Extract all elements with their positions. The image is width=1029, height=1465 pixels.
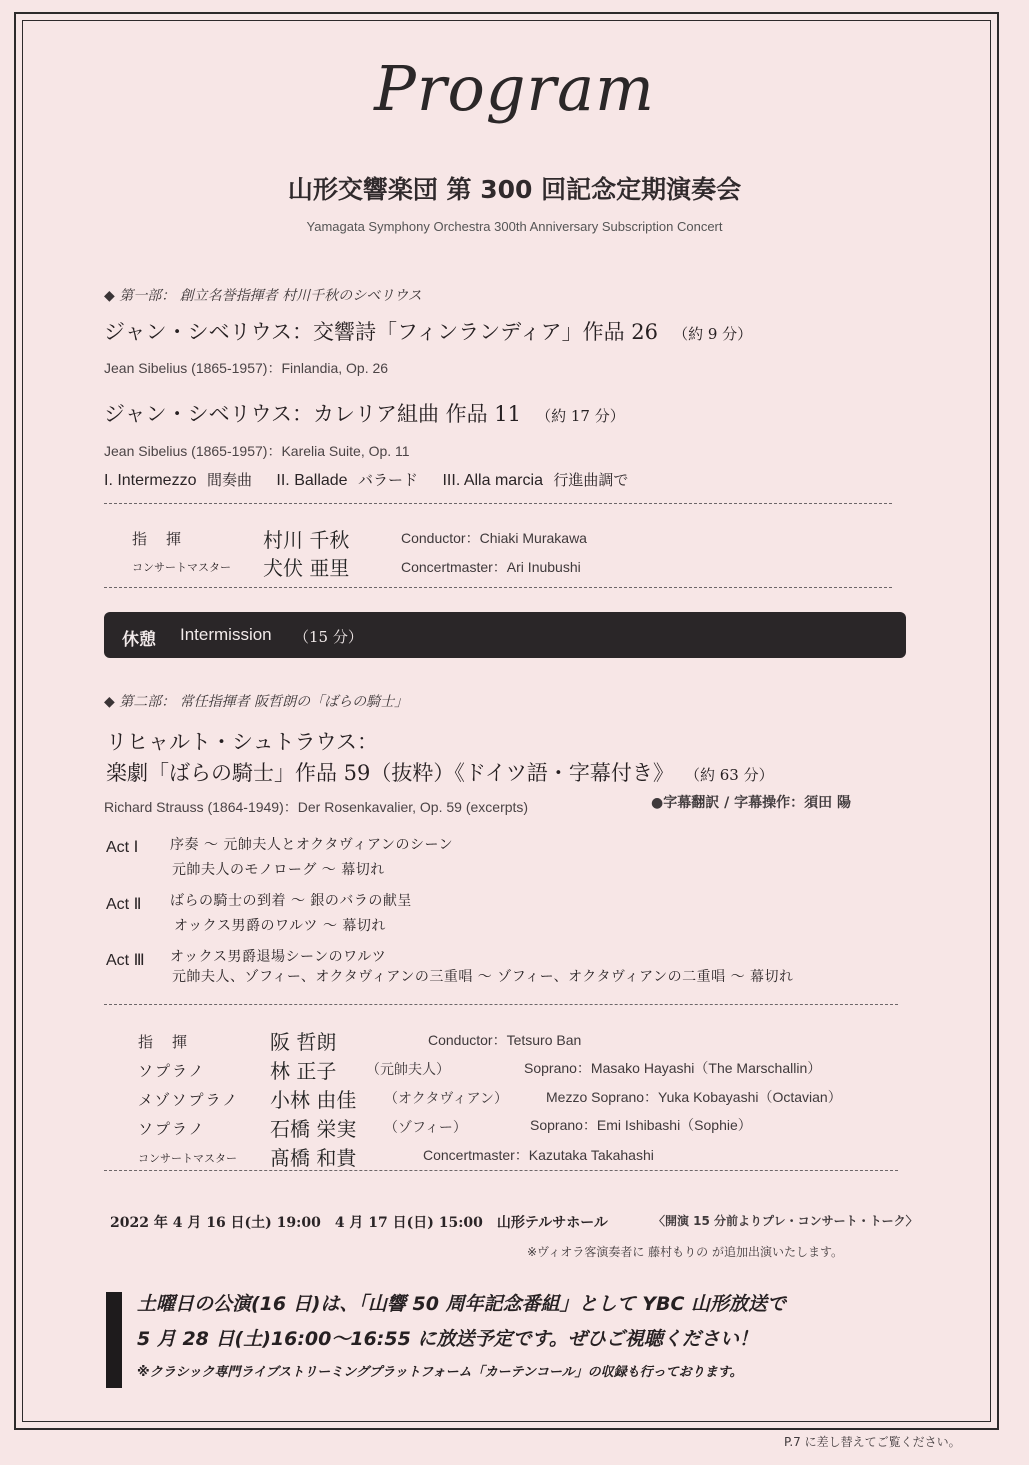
part2-work [106,757,774,787]
pre-talk-note: 〈開演 15 分前よりプレ・コンサート・トーク〉 [653,1214,918,1228]
schedule-line: 2022 年 4 月 16 日(土) 19:00 4 月 17 日(日) 15:00 山形テルサホール [110,1215,608,1231]
movement-jp: 行進曲調で [553,471,629,489]
performer-english: Conductor：Chiaki Murakawa [401,530,587,546]
work-title: ジャン・シベリウス：カレリア組曲 作品 11 [104,402,522,426]
movements-list [104,469,628,490]
program-script-title: Program [374,52,655,125]
work-title: ジャン・シベリウス：交響詩「フィンランディア」作品 26 [104,320,658,344]
concert-title: 山形交響楽団 第 300 回記念定期演奏会 [287,175,742,204]
part1-heading [104,285,422,305]
intermission-jp: 休憩 [122,630,156,650]
viola-note: ※ヴィオラ客演奏者に 藤村もりの が追加出演いたします。 [527,1245,844,1259]
concert-subtitle: Yamagata Symphony Orchestra 300th Anniversary Subscription Concert [306,219,723,234]
performer-english: Conductor：Tetsuro Ban [428,1032,582,1048]
movement-en: III. Alla marcia [442,472,543,489]
performer-role: 指 揮 [132,530,184,548]
performer-english: Concertmaster：Kazutaka Takahashi [423,1147,654,1163]
part2-duration: （約 63 分） [684,766,774,784]
performer-name: 石橋 栄実 [270,1117,357,1141]
work-latin: Jean Sibelius (1865-1957)：Finlandia, Op. 26 [104,360,389,376]
movement-en: I. Intermezzo [104,472,197,489]
work-duration: （約 9 分） [673,325,753,343]
performer-english: Soprano：Masako Hayashi（The Marschallin） [524,1060,822,1076]
work-2 [104,398,625,428]
act-line: ばらの騎士の到着 〜 銀のバラの献呈 [170,893,412,909]
intermission-en: Intermission [180,625,272,644]
act-line: 元帥夫人、ゾフィー、オクタヴィアンの三重唱 〜 ゾフィー、オクタヴィアンの二重唱 〜 幕切れ [172,969,794,985]
broadcast-line2: 5 月 28 日(土)16:00〜16:55 に放送予定です。ぜひご視聴ください！ [137,1328,758,1350]
movement-en: II. Ballade [276,472,348,489]
divider [104,503,892,504]
part2-heading [104,691,408,711]
intermission-duration: （15 分） [294,628,363,646]
part1-heading-text: 第一部： 創立名誉指揮者 村川千秋のシベリウス [119,288,422,304]
performer-note: （オクタヴィアン） [384,1091,509,1107]
performer-note: （元帥夫人） [366,1062,450,1078]
performer-role: ソプラノ [138,1120,206,1138]
performer-name: 小林 由佳 [270,1088,357,1112]
work-latin: Jean Sibelius (1865-1957)：Karelia Suite, Op. 11 [104,443,410,459]
broadcast-line1: 土曜日の公演(16 日)は、「山響 50 周年記念番組」として YBC 山形放送で [137,1293,787,1315]
broadcast-note: ※クラシック専門ライブストリーミングプラットフォーム「カーテンコール」の収録も行っております。 [137,1365,743,1380]
movement-jp: バラード [358,471,419,489]
act-line: 元帥夫人のモノローグ 〜 幕切れ [172,862,385,878]
divider [104,1170,898,1171]
divider [104,587,892,588]
diamond-icon: ◆ [104,288,115,304]
work-1 [104,316,752,346]
performer-role: コンサートマスター [138,1152,237,1165]
performer-english: Soprano：Emi Ishibashi（Sophie） [530,1117,752,1133]
performer-name: 阪 哲朗 [270,1030,337,1054]
part2-heading-text: 第二部： 常任指揮者 阪哲朗の「ばらの騎士」 [119,694,409,710]
work-duration: （約 17 分） [536,407,625,425]
movement-jp: 間奏曲 [206,471,252,489]
performer-name: 髙橋 和貴 [270,1146,357,1170]
performer-name: 犬伏 亜里 [263,556,350,580]
divider [104,1004,898,1005]
act-label: Act Ⅰ [106,839,139,856]
act-line: オックス男爵退場シーンのワルツ [170,949,387,965]
act-line: 序奏 〜 元帥夫人とオクタヴィアンのシーン [170,837,454,853]
performer-role: コンサートマスター [132,561,231,574]
part2-work-line1: リヒャルト・シュトラウス： [106,730,378,754]
performer-english: Concertmaster：Ari Inubushi [401,559,581,575]
performer-english: Mezzo Soprano：Yuka Kobayashi（Octavian） [546,1089,842,1105]
act-label: Act Ⅱ [106,896,142,913]
part2-latin: Richard Strauss (1864-1949)：Der Rosenkavalier, Op. 59 (excerpts) [104,799,529,815]
performer-note: （ゾフィー） [384,1120,467,1136]
intermission-bar [104,612,906,658]
page-replacement-note: P.7 に差し替えてご覧ください。 [784,1435,961,1449]
part2-work-line2: 楽劇「ばらの騎士」作品 59（抜粋）《ドイツ語・字幕付き》 [106,761,674,785]
performer-name: 林 正子 [270,1059,337,1083]
broadcast-accent-bar [106,1292,122,1388]
performer-role: ソプラノ [138,1062,206,1080]
diamond-icon: ◆ [104,694,115,710]
performer-name: 村川 千秋 [263,528,350,552]
act-line: オックス男爵のワルツ 〜 幕切れ [174,918,386,934]
performer-role: メゾソプラノ [138,1091,240,1109]
performer-role: 指 揮 [138,1033,190,1051]
act-label: Act Ⅲ [106,952,145,969]
subtitle-credit: ●字幕翻訳 / 字幕操作：須田 陽 [651,795,851,811]
